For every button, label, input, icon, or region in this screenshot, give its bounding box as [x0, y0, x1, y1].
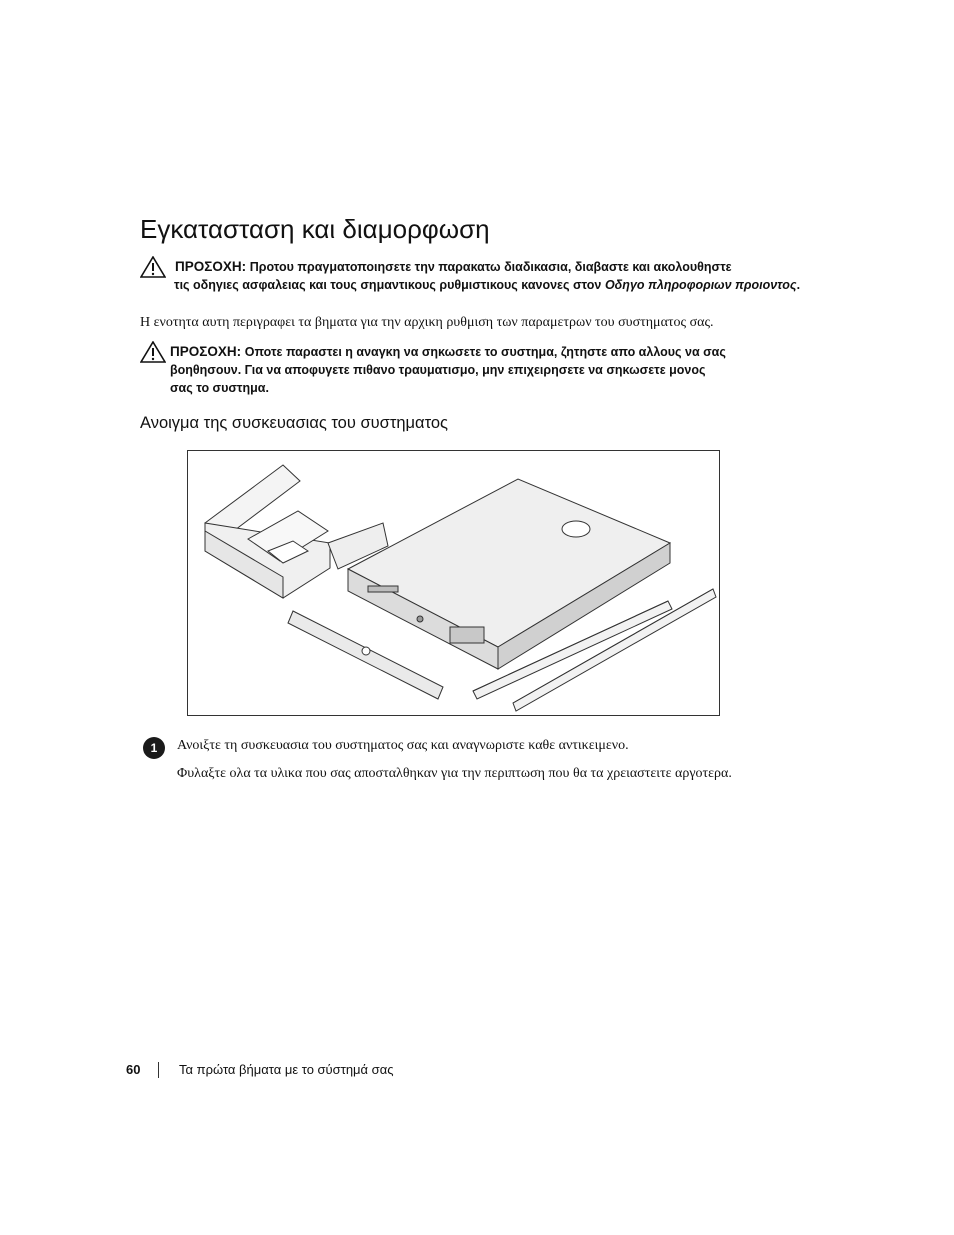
- caution-text-line1: Οποτε παραστει η αναγκη να σηκωσετε το συστημα, ζητηστε απο αλλους να σας: [244, 345, 726, 359]
- step-number-badge: 1: [143, 737, 165, 759]
- warning-triangle-icon: [140, 341, 166, 363]
- caution-text-line3: σας το συστημα.: [170, 381, 269, 395]
- caution-text-end: .: [796, 278, 801, 292]
- footer-separator: [158, 1062, 159, 1078]
- system-contents-drawing: [188, 451, 719, 715]
- caution-text-line1: Προτου πραγματοποιησετε την παρακατω διαδικασια, διαβαστε και ακολουθηστε: [249, 260, 732, 274]
- caution-text-line2: βοηθησουν. Για να αποφυγετε πιθανο τραυματισμο, μην επιχειρησετε να σηκωσετε μονος: [170, 363, 706, 377]
- caution-label: ΠΡΟΣΟΧΗ:: [175, 259, 247, 274]
- caution-notice-safety: [140, 258, 820, 294]
- step-note: Φυλαξτε ολα τα υλικα που σας αποσταλθηκαν για την περιπτωση που θα τα χρειαστειτε αργοτερα.: [177, 766, 732, 781]
- step-instruction: Ανοιξτε τη συσκευασια του συστηματος σας και αναγνωριστε καθε αντικειμενο.: [177, 738, 629, 753]
- caution-doc-reference: Οδηγο πληροφοριων προιοντος: [604, 278, 797, 292]
- warning-triangle-icon: [140, 256, 166, 278]
- caution-notice-lifting: [140, 343, 820, 397]
- caution-label: ΠΡΟΣΟΧΗ:: [170, 344, 242, 359]
- section-subheading: Ανοιγμα της συσκευασιας του συστηματος: [140, 414, 449, 432]
- running-title: Τα πρώτα βήματα με το σύστημά σας: [179, 1062, 394, 1077]
- caution-text-line2: τις οδηγιες ασφαλειας και τους σημαντικους ρυθμιστικους κανονες στον: [174, 278, 602, 292]
- unpacking-illustration: [187, 450, 720, 716]
- page-number: 60: [126, 1062, 141, 1077]
- intro-paragraph: Η ενοτητα αυτη περιγραφει τα βηματα για την αρχικη ρυθμιση των παραμετρων του συστηματος σας.: [140, 315, 714, 330]
- page-title: Εγκατασταση και διαμορφωση: [140, 214, 490, 244]
